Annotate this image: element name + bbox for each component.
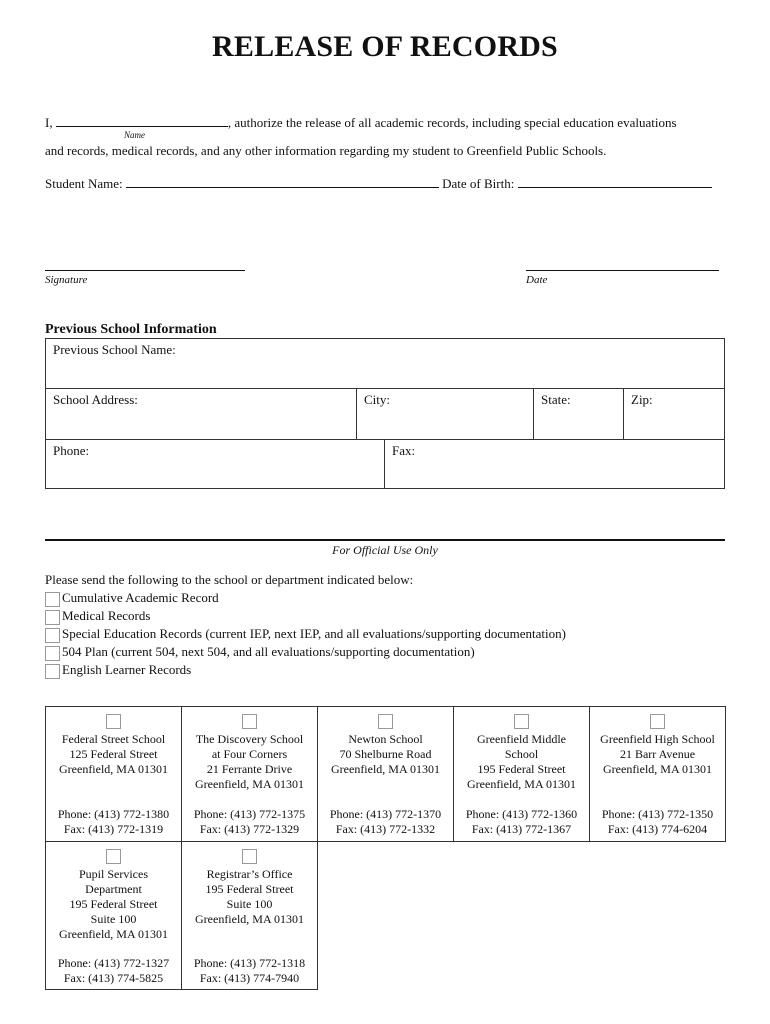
name-caption: Name [124, 130, 145, 140]
school-checkbox[interactable] [242, 714, 257, 729]
school-checkbox[interactable] [242, 849, 257, 864]
school-address: Greenfield Middle School 195 Federal Street Greenfield, MA 01301 [467, 732, 576, 791]
previous-school-name-label: Previous School Name: [53, 342, 176, 357]
school-address: Greenfield High School 21 Barr Avenue Greenfield, MA 01301 [600, 732, 715, 776]
previous-school-table [45, 338, 725, 489]
checklist-item[interactable] [45, 643, 566, 661]
school-contact [590, 807, 725, 837]
school-fax: Fax: (413) 772-1367 [471, 822, 572, 836]
school-contact [46, 956, 181, 986]
city-label: City: [364, 392, 391, 407]
checkbox[interactable] [45, 646, 60, 661]
school-fax: Fax: (413) 772-1319 [63, 822, 164, 836]
authorizer-name-field[interactable] [56, 115, 228, 127]
school-address: Registrar’s Office 195 Federal Street Suite 100 Greenfield, MA 01301 [195, 867, 304, 926]
phone-label: Phone: [53, 443, 90, 458]
zip-cell[interactable] [624, 389, 724, 440]
school-contact [454, 807, 589, 837]
school-checkbox[interactable] [514, 714, 529, 729]
fax-label: Fax: [392, 443, 416, 458]
school-address: The Discovery School at Four Corners 21 Ferrante Drive Greenfield, MA 01301 [195, 732, 304, 791]
date-field[interactable] [526, 270, 719, 271]
checklist-item[interactable] [45, 589, 566, 607]
school-phone: Phone: (413) 772-1375 [193, 807, 306, 821]
school-checkbox[interactable] [650, 714, 665, 729]
school-option-middle[interactable] [453, 706, 590, 842]
checklist-item[interactable] [45, 625, 566, 643]
school-fax: Fax: (413) 772-1332 [335, 822, 436, 836]
checklist-item-label: Medical Records [62, 608, 151, 623]
school-contact [182, 956, 317, 986]
school-checkbox[interactable] [106, 714, 121, 729]
previous-school-name-cell[interactable] [46, 339, 724, 389]
checkbox[interactable] [45, 628, 60, 643]
school-option-registrar[interactable] [181, 841, 318, 990]
school-contact [318, 807, 453, 837]
school-option-high[interactable] [589, 706, 726, 842]
authorization-line-1 [45, 115, 677, 131]
school-option-pupil-services[interactable] [45, 841, 182, 990]
school-address: Federal Street School 125 Federal Street Greenfield, MA 01301 [59, 732, 168, 776]
school-phone: Phone: (413) 772-1370 [329, 807, 442, 821]
official-use-divider [45, 539, 725, 541]
official-use-caption: For Official Use Only [332, 543, 438, 557]
school-fax: Fax: (413) 774-6204 [607, 822, 708, 836]
checklist-item-label: Special Education Records (current IEP, next IEP, and all evaluations/supporting documentation) [62, 626, 566, 641]
school-phone: Phone: (413) 772-1360 [465, 807, 578, 821]
checkbox[interactable] [45, 592, 60, 607]
phone-cell[interactable] [46, 440, 385, 488]
authorization-line-2: and records, medical records, and any other information regarding my student to Greenfield Public Schools. [45, 143, 607, 158]
school-phone: Phone: (413) 772-1380 [57, 807, 170, 821]
school-address-cell[interactable] [46, 389, 357, 440]
school-address: Newton School 70 Shelburne Road Greenfield, MA 01301 [331, 732, 440, 776]
zip-label: Zip: [631, 392, 653, 407]
dob-field[interactable] [518, 176, 712, 188]
school-address-label: School Address: [53, 392, 138, 407]
page-title: RELEASE OF RECORDS [212, 30, 558, 63]
student-name-field[interactable] [126, 176, 439, 188]
date-caption: Date [526, 274, 548, 286]
checklist-item-label: 504 Plan (current 504, next 504, and all evaluations/supporting documentation) [62, 644, 475, 659]
school-checkbox[interactable] [106, 849, 121, 864]
previous-school-heading: Previous School Information [45, 322, 217, 337]
school-fax: Fax: (413) 774-7940 [199, 971, 300, 985]
state-label: State: [541, 392, 571, 407]
student-info-line [45, 176, 712, 192]
checklist-item-label: Cumulative Academic Record [62, 590, 219, 605]
auth-suffix: , authorize the release of all academic records, including special education evaluations [227, 115, 677, 130]
dob-label: Date of Birth: [442, 176, 515, 191]
school-address: Pupil Services Department 195 Federal Street Suite 100 Greenfield, MA 01301 [59, 867, 168, 941]
state-cell[interactable] [534, 389, 624, 440]
fax-cell[interactable] [385, 440, 724, 488]
school-phone: Phone: (413) 772-1318 [193, 956, 306, 970]
signature-caption: Signature [45, 274, 88, 286]
school-checkbox[interactable] [378, 714, 393, 729]
city-cell[interactable] [357, 389, 534, 440]
school-contact [46, 807, 181, 837]
checkbox[interactable] [45, 610, 60, 625]
signature-field[interactable] [45, 270, 245, 271]
school-option-newton[interactable] [317, 706, 454, 842]
checklist-item[interactable] [45, 661, 566, 679]
checklist-item[interactable] [45, 607, 566, 625]
checklist-item-label: English Learner Records [62, 662, 192, 677]
school-phone: Phone: (413) 772-1327 [57, 956, 170, 970]
school-fax: Fax: (413) 772-1329 [199, 822, 300, 836]
records-checklist [45, 589, 566, 679]
school-fax: Fax: (413) 774-5825 [63, 971, 164, 985]
school-option-discovery[interactable] [181, 706, 318, 842]
student-name-label: Student Name: [45, 176, 123, 191]
send-instruction: Please send the following to the school or department indicated below: [45, 572, 414, 587]
school-phone: Phone: (413) 772-1350 [601, 807, 714, 821]
school-option-federal-street[interactable] [45, 706, 182, 842]
school-contact [182, 807, 317, 837]
checkbox[interactable] [45, 664, 60, 679]
auth-prefix: I, [45, 115, 53, 130]
